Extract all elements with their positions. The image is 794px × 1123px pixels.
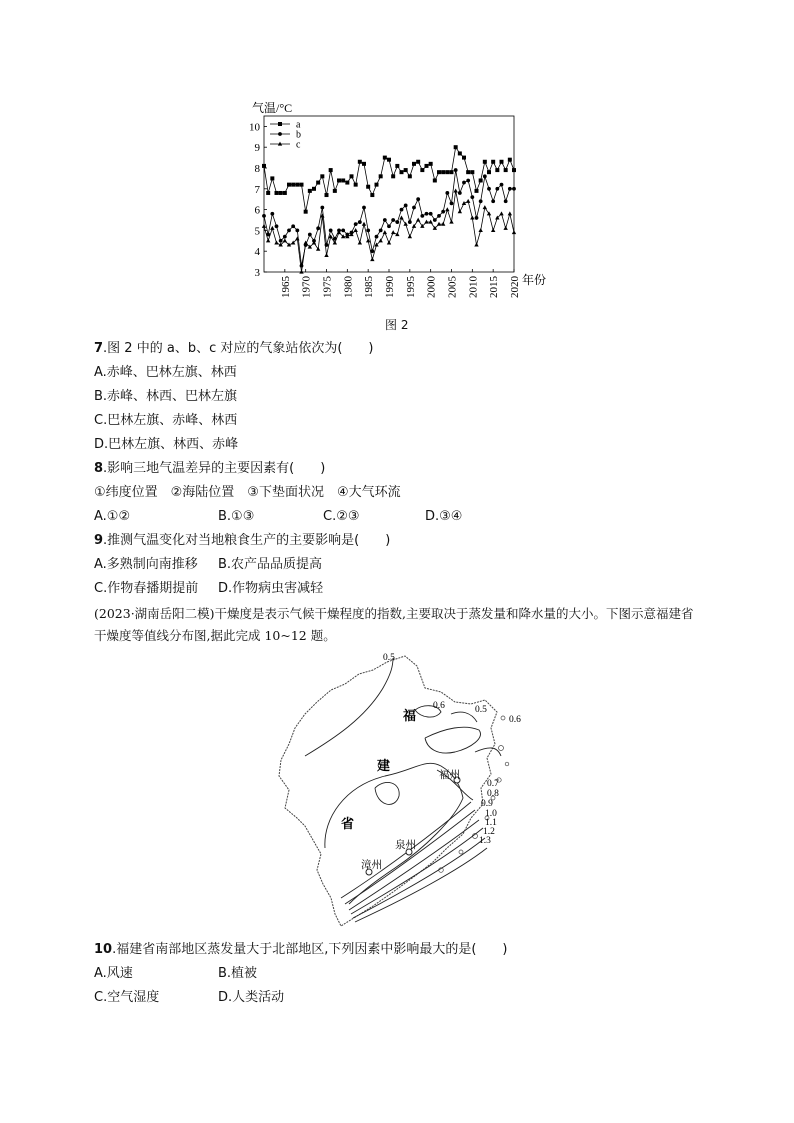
q8-option-d[interactable]: D.③④ [425, 509, 463, 524]
series-b-point [391, 218, 395, 222]
series-a-point [354, 183, 358, 187]
series-a-point [487, 170, 491, 174]
legend-label: a [296, 119, 301, 131]
y-tick-label: 6 [254, 204, 260, 217]
series-b-point [491, 199, 495, 203]
q10-option-a[interactable]: A.风速 [94, 966, 133, 981]
series-a-point [304, 210, 308, 214]
series-a-point [316, 181, 320, 185]
x-tick-label: 1995 [404, 276, 417, 298]
series-b-point [429, 212, 433, 216]
series-a-point [470, 170, 474, 174]
series-c-point [399, 216, 403, 220]
x-tick-label: 1990 [384, 276, 396, 298]
series-a-point [341, 178, 345, 182]
plot-frame [264, 116, 514, 272]
x-tick-label: 2005 [446, 276, 459, 298]
city-fuzhou: 福州 [439, 770, 460, 781]
series-b-point [379, 229, 383, 233]
series-b-point [487, 187, 491, 191]
series-b-point [462, 181, 466, 185]
series-a-point [466, 170, 470, 174]
legend-marker [278, 132, 282, 136]
x-tick-label: 2015 [488, 276, 501, 298]
series-a-point [495, 168, 499, 172]
series-a-point [387, 158, 391, 162]
series-b-point [262, 214, 266, 218]
x-tick-label: 1980 [342, 276, 355, 298]
series-a-point [408, 174, 412, 178]
series-b-point [358, 220, 362, 224]
series-b-point [504, 199, 508, 203]
series-a-point [404, 168, 408, 172]
series-a-point [445, 170, 449, 174]
series-c-point [383, 230, 387, 234]
series-b-point [454, 168, 458, 172]
passage-intro: (2023·湖南岳阳二模)干燥度是表示气候干燥程度的指数,主要取决于蒸发量和降水量的大小。下图示意福建省干燥度等值线分布图,据此完成 10~12 题。 [94, 606, 694, 643]
series-b-point [295, 229, 299, 233]
city-quanzhou: 泉州 [395, 840, 416, 851]
series-c-point [428, 220, 432, 224]
series-b-point [508, 187, 512, 191]
contour-label: 0.9 [481, 799, 493, 809]
y-tick-label: 9 [254, 142, 260, 155]
series-c-point [295, 236, 299, 240]
series-a-point [266, 191, 270, 195]
series-b-point [329, 229, 333, 233]
series-c-point [483, 205, 487, 209]
series-a-point [450, 170, 454, 174]
series-a-point [425, 164, 429, 168]
series-a-point [441, 170, 445, 174]
series-b-point [279, 239, 283, 243]
series-c-point [458, 209, 462, 213]
series-a-point [366, 185, 370, 189]
series-b-point [308, 233, 312, 237]
q8-option-a[interactable]: A.①② [94, 509, 131, 524]
series-a-point [462, 156, 466, 160]
series-b-point [383, 218, 387, 222]
series-b-point [316, 226, 320, 230]
series-c-point [353, 228, 357, 232]
series-b-point [408, 220, 412, 224]
x-tick-label: 1985 [363, 276, 376, 298]
series-c-point [266, 238, 270, 242]
series-a-point [358, 160, 362, 164]
series-a-point [350, 174, 354, 178]
series-c-point [466, 199, 470, 203]
series-a-point [275, 191, 279, 195]
q7-option-c[interactable]: C.巴林左旗、赤峰、林西 [94, 413, 238, 428]
series-a-point [320, 174, 324, 178]
legend-label: c [296, 139, 301, 151]
series-c-point [478, 228, 482, 232]
question-7 [94, 341, 374, 357]
contour-label: 1.3 [479, 836, 491, 846]
series-b-point [320, 206, 324, 210]
series-a-point [512, 168, 516, 172]
series-a [262, 145, 516, 213]
province-char-jian: 建 [377, 758, 391, 773]
series-a-point [370, 193, 374, 197]
series-b-point [404, 204, 408, 208]
x-tick-label: 1975 [321, 276, 334, 298]
figure-caption: 图 2 [385, 318, 409, 332]
question-8-text: .影响三地气温差异的主要因素有( ) [103, 461, 326, 476]
series-b-point [425, 212, 429, 216]
x-tick-label: 1965 [279, 276, 292, 298]
chart-series [262, 145, 516, 273]
contour-label: 0.8 [487, 789, 499, 799]
series-b-point [441, 210, 445, 214]
series-b-point [283, 235, 287, 239]
q10-option-b[interactable]: B.植被 [218, 966, 258, 981]
series-c-point [499, 211, 503, 215]
fujian-dryness-map [265, 648, 535, 933]
province-char-sheng: 省 [341, 816, 355, 831]
contour-label: 0.6 [509, 715, 521, 725]
legend-marker [278, 122, 282, 126]
contour-label: 0.5 [475, 705, 487, 715]
question-10 [94, 942, 508, 958]
series-c-point [512, 230, 516, 234]
series-c-point [453, 188, 457, 192]
series-b-point [362, 206, 366, 210]
series-b-point [400, 208, 404, 212]
series-c-point [378, 238, 382, 242]
question-8 [94, 461, 325, 477]
series-a-point [270, 176, 274, 180]
y-tick-label: 7 [254, 183, 260, 196]
series-a-point [500, 160, 504, 164]
series-a-point [400, 170, 404, 174]
series-a-point [379, 174, 383, 178]
series-b-point [420, 214, 424, 218]
q7-option-b[interactable]: B.赤峰、林西、巴林左旗 [94, 389, 238, 404]
q10-option-c[interactable]: C.空气湿度 [94, 990, 160, 1005]
legend-label: b [296, 129, 301, 141]
series-a-point [420, 168, 424, 172]
series-b-point [366, 229, 370, 233]
series-a-point [287, 183, 291, 187]
series-b-point [437, 214, 441, 218]
series-a-point [295, 183, 299, 187]
y-tick-label: 10 [249, 121, 260, 134]
q9-option-b[interactable]: B.农产品品质提高 [218, 557, 323, 572]
series-a-point [395, 164, 399, 168]
q9-option-c[interactable]: C.作物春播期提前 [94, 581, 199, 596]
q9-option-d[interactable]: D.作物病虫害减轻 [218, 581, 324, 596]
series-c [262, 188, 516, 273]
chart-legend [270, 120, 301, 151]
series-c-point [358, 240, 362, 244]
x-tick-label: 2010 [467, 276, 480, 298]
series-b-point [433, 218, 437, 222]
series-a-point [483, 160, 487, 164]
y-tick-label: 3 [254, 267, 260, 279]
series-b-point [416, 197, 420, 201]
series-a-point [283, 191, 287, 195]
contour-label: 0.5 [383, 653, 395, 663]
series-a-point [300, 183, 304, 187]
q8-option-b[interactable]: B.①③ [218, 509, 255, 524]
series-b-point [275, 224, 279, 228]
series-a-point [412, 162, 416, 166]
series-c-point [274, 240, 278, 244]
series-b-point [512, 187, 516, 191]
x-tick-label: 1970 [300, 276, 313, 298]
q8-items: ①纬度位置 ②海陆位置 ③下垫面状况 ④大气环流 [94, 485, 401, 500]
question-9-text: .推测气温变化对当地粮食生产的主要影响是( ) [103, 533, 391, 548]
q7-option-d[interactable]: D.巴林左旗、林西、赤峰 [94, 437, 239, 452]
series-c-point [370, 257, 374, 261]
series-a-point [491, 160, 495, 164]
x-tick-label: 2020 [509, 276, 521, 298]
contour-label: 0.7 [487, 779, 499, 789]
series-b-point [445, 191, 449, 195]
series-b-point [458, 191, 462, 195]
series-b-point [287, 229, 291, 233]
series-a-point [291, 183, 295, 187]
series-b-point [291, 224, 295, 228]
question-10-text: .福建省南部地区蒸发量大于北部地区,下列因素中影响最大的是( ) [112, 942, 508, 957]
series-c-point [408, 234, 412, 238]
series-c-point [324, 253, 328, 257]
series-c-point [387, 240, 391, 244]
series-b-point [341, 229, 345, 233]
series-a-point [508, 158, 512, 162]
series-a-point [345, 181, 349, 185]
series-c-point [362, 222, 366, 226]
y-tick-label: 5 [254, 225, 260, 238]
series-c-point [470, 216, 474, 220]
series-a-point [454, 145, 458, 149]
series-c-point [416, 218, 420, 222]
q8-option-c[interactable]: C.②③ [323, 509, 360, 524]
series-a-point [416, 160, 420, 164]
series-a-point [329, 168, 333, 172]
series-c-point [270, 226, 274, 230]
series-b-point [466, 179, 470, 183]
series-a-point [333, 189, 337, 193]
province-char-fu: 福 [403, 708, 417, 723]
question-10-number: 10 [94, 942, 113, 957]
series-a-point [279, 191, 283, 195]
x-axis [280, 269, 521, 298]
question-9 [94, 533, 390, 549]
series-c-point [503, 226, 507, 230]
series-a-point [429, 162, 433, 166]
series-c-point [508, 211, 512, 215]
y-tick-label: 8 [254, 163, 260, 175]
series-b-point [483, 174, 487, 178]
q9-option-a[interactable]: A.多熟制向南推移 [94, 557, 198, 572]
series-a-line [264, 147, 514, 211]
contour-label: 1.1 [485, 818, 497, 828]
series-c-point [491, 228, 495, 232]
series-b-point [500, 183, 504, 187]
series-a-point [383, 156, 387, 160]
series-a-point [325, 193, 329, 197]
chart-ylabel: 气温/°C [252, 101, 293, 115]
series-c-point [445, 207, 449, 211]
series-b-point [470, 195, 474, 199]
chart-xlabel: 年份 [522, 273, 547, 287]
dryness-contours [305, 658, 501, 922]
series-c-point [424, 220, 428, 224]
question-7-text: .图 2 中的 a、b、c 对应的气象站依次为( ) [103, 341, 374, 356]
series-a-point [391, 174, 395, 178]
series-a-point [337, 178, 341, 182]
series-a-point [479, 178, 483, 182]
contour-label: 0.6 [433, 701, 445, 711]
series-b-point [270, 212, 274, 216]
series-c-point [449, 220, 453, 224]
series-a-point [433, 178, 437, 182]
series-c-point [474, 243, 478, 247]
series-b-point [479, 199, 483, 203]
series-b-point [495, 187, 499, 191]
series-b-point [412, 206, 416, 210]
province-boundary [279, 656, 497, 926]
contour-label: 1.2 [483, 827, 495, 837]
series-c-line [264, 191, 514, 272]
series-b-point [387, 224, 391, 228]
city-zhangzhou: 漳州 [361, 860, 382, 871]
question-9-number: 9 [94, 533, 104, 548]
series-a-point [375, 183, 379, 187]
series-b-point [450, 201, 454, 205]
series-a-point [504, 168, 508, 172]
q10-option-d[interactable]: D.人类活动 [218, 990, 285, 1005]
y-tick-label: 4 [254, 246, 260, 259]
series-b-point [395, 220, 399, 224]
question-8-number: 8 [94, 461, 104, 476]
series-a-point [362, 162, 366, 166]
series-a-point [312, 187, 316, 191]
question-7-number: 7 [94, 341, 104, 356]
series-b-point [475, 216, 479, 220]
series-c-point [391, 230, 395, 234]
series-b-point [354, 222, 358, 226]
x-tick-label: 2000 [425, 276, 438, 298]
series-b-point [375, 235, 379, 239]
contour-label: 1.0 [485, 809, 497, 819]
series-a-point [475, 189, 479, 193]
q7-option-a[interactable]: A.赤峰、巴林左旗、林西 [94, 365, 237, 380]
series-a-point [308, 189, 312, 193]
series-a-point [262, 164, 266, 168]
series-a-point [458, 151, 462, 155]
series-c-point [283, 238, 287, 242]
temperature-line-chart [240, 96, 570, 302]
series-a-point [437, 170, 441, 174]
